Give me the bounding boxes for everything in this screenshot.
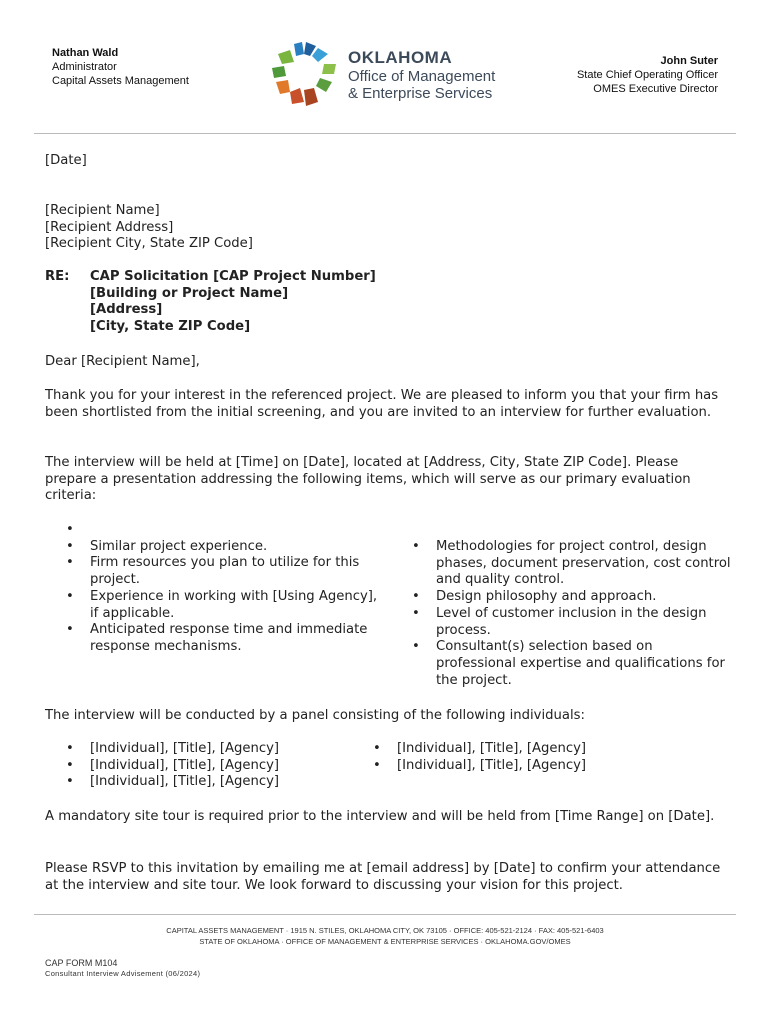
officer-name: John Suter [660,55,718,67]
officer-title: State Chief Operating Officer [576,69,718,81]
form-subtitle: Consultant Interview Advisement (06/2024) [45,969,201,978]
recipient-city: [Recipient City, State ZIP Code] [45,236,253,252]
paragraph-site-tour: A mandatory site tour is required prior to the interview and will be held from [Time Range] on [Date]. [45,809,715,824]
sender-title: Administrator [52,61,117,73]
re-building: [Building or Project Name] [90,285,289,301]
list-item: • [Individual], [Title], [Agency] [373,758,663,775]
letter-date: [Date] [45,153,87,168]
criteria-list-left [66,522,386,656]
footer [0,925,770,947]
paragraph-shortlisted: Thank you for your interest in the referenced project. We are pleased to inform you that your firm has been shortlisted from the initial screening, and you are invited to an interview for further evaluation. [45,388,719,420]
logo-line-services: & Enterprise Services [348,85,493,102]
header-sender [52,46,189,88]
form-identifier [45,958,200,979]
footer-divider [34,914,736,915]
panel-list-left [66,741,356,791]
list-item: • Experience in working with [Using Agency], if applicable. [66,589,386,622]
list-item: • Design philosophy and approach. [412,589,732,606]
paragraph-interview: The interview will be held at [Time] on [Date], located at [Address, City, State ZIP Code]. Please prepare a presentation addressing the following items, which will serve as our primary evaluation criteria: [45,455,691,504]
list-item: • Level of customer inclusion in the design process. [412,606,732,639]
omes-logo [268,40,518,110]
footer-address: CAPITAL ASSETS MANAGEMENT · 1915 N. STILES, OKLAHOMA CITY, OK 73105 · OFFICE: 405-521-2124 · FAX: 405-521-6403 [166,926,604,935]
panel-list-right [373,741,663,774]
logo-line-oklahoma: OKLAHOMA [348,48,453,67]
re-solicitation: CAP Solicitation [CAP Project Number] [90,269,376,284]
re-label: RE: [45,269,70,284]
header-officer [577,54,718,96]
re-city: [City, State ZIP Code] [90,319,251,335]
form-code: CAP FORM M104 [45,958,118,968]
list-item: • Methodologies for project control, design phases, document preservation, cost control and quality control. [412,539,732,589]
paragraph-rsvp: Please RSVP to this invitation by emailing me at [email address] by [Date] to confirm your attendance at the interview and site tour. We look forward to discussing your vision for this project. [45,861,721,893]
list-item: • [Individual], [Title], [Agency] [66,774,356,791]
recipient-name: [Recipient Name] [45,203,160,218]
list-item: • Anticipated response time and immediate response mechanisms. [66,622,386,655]
recipient-block [45,203,725,253]
list-item: • [Individual], [Title], [Agency] [66,758,356,775]
header-divider [34,133,736,134]
salutation: Dear [Recipient Name], [45,354,200,369]
footer-agency: STATE OF OKLAHOMA · OFFICE OF MANAGEMENT & ENTERPRISE SERVICES · OKLAHOMA.GOV/OMES [199,937,571,946]
list-item: • [Individual], [Title], [Agency] [66,741,356,758]
recipient-address: [Recipient Address] [45,219,174,235]
re-block [45,269,725,336]
sender-name: Nathan Wald [52,47,119,59]
list-item [66,522,386,539]
list-item: • Consultant(s) selection based on professional expertise and qualifications for the project. [412,639,732,689]
paragraph-panel: The interview will be conducted by a panel consisting of the following individuals: [45,708,585,723]
oklahoma-star-icon [268,40,340,110]
officer-subtitle: OMES Executive Director [593,83,718,95]
list-item: • Firm resources you plan to utilize for this project. [66,555,386,588]
sender-department: Capital Assets Management [52,75,189,87]
logo-line-office: Office of Management [348,68,496,85]
list-item: • [Individual], [Title], [Agency] [373,741,663,758]
list-item: • Similar project experience. [66,539,386,556]
re-address: [Address] [90,302,163,318]
criteria-list-right [412,539,732,689]
